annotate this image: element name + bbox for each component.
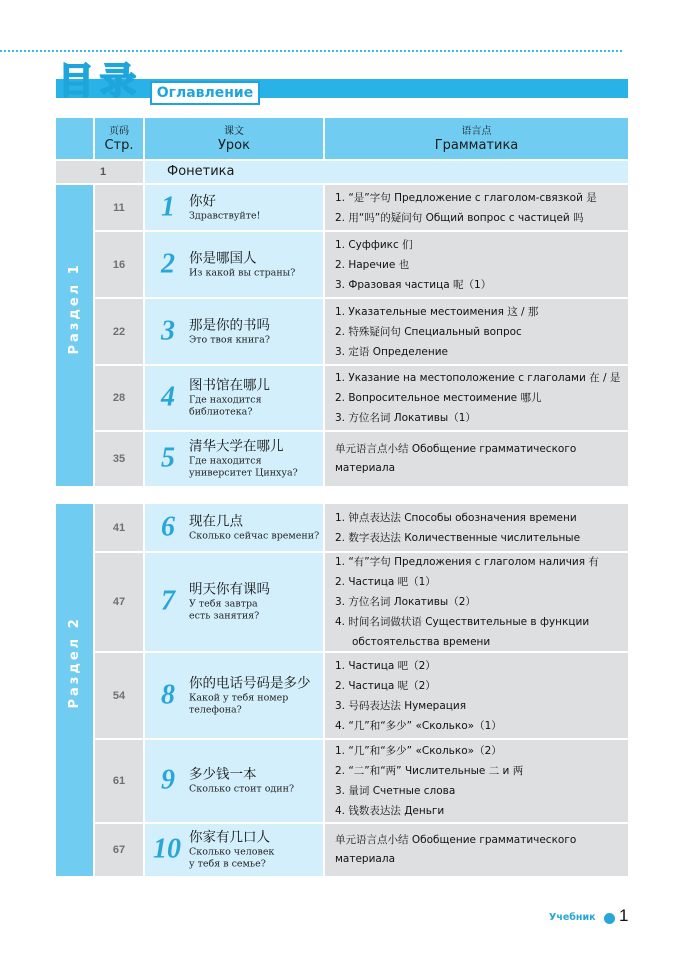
- lesson-row: [56, 553, 628, 651]
- lesson-text: [189, 193, 260, 222]
- lesson-row: [56, 504, 628, 551]
- lesson-title-cell: [145, 299, 323, 364]
- lesson-number: 1: [161, 190, 175, 222]
- lesson-row: [56, 185, 628, 230]
- lesson-title-cell: [145, 504, 323, 551]
- grammar-item: обстоятельства времени: [352, 636, 491, 648]
- grammar-item: 2. Частица 吧（1）: [335, 576, 436, 588]
- grammar-cell: [325, 824, 628, 876]
- grammar-list: [335, 508, 622, 548]
- grammar-cell: [325, 366, 628, 430]
- page-number: 1: [619, 906, 629, 925]
- lesson-title-ru: Из какой вы страны?: [189, 267, 296, 278]
- lesson-title-ru: Это твоя книга?: [189, 334, 270, 345]
- lesson-title-cell: [145, 824, 323, 876]
- phonetics-row: [56, 161, 628, 183]
- lesson-number: 4: [161, 381, 175, 413]
- grammar-cell: [325, 740, 628, 822]
- lesson-page: 28: [95, 366, 143, 430]
- lesson-title-zh: 你家有几口人: [189, 829, 270, 846]
- lesson-number: 6: [161, 510, 175, 542]
- lesson-title-zh: 清华大学在哪儿: [189, 438, 284, 455]
- grammar-list: [335, 552, 622, 652]
- grammar-item: 1. “有”字句 Предложения с глаголом наличия 有: [335, 556, 599, 568]
- dotted-divider: [0, 50, 622, 52]
- lesson-text: [189, 582, 270, 623]
- lesson-page: 61: [95, 740, 143, 822]
- lesson-title-ru: Сколько человек: [189, 846, 275, 858]
- lesson-row: [56, 824, 628, 876]
- section-2-label: Раздел 2: [67, 616, 82, 709]
- lesson-title-cell: [145, 653, 323, 738]
- lesson-title-ru: есть занятия?: [189, 610, 260, 622]
- lesson-title-zh: 你好: [189, 193, 216, 209]
- lesson-number: 8: [161, 678, 175, 710]
- grammar-item: 1. Суффикс 们: [335, 238, 413, 251]
- lesson-text: [189, 439, 298, 480]
- grammar-item: 3. 方位名词 Локативы（2）: [335, 596, 476, 608]
- header-lesson-zh: 课文: [224, 125, 244, 137]
- header-grammar-ru: Грамматика: [434, 137, 519, 153]
- grammar-item: 1. Указание на местоположение с глаголами 在 / 是: [335, 372, 621, 384]
- header-page-zh: 页码: [109, 125, 129, 137]
- lesson-number: 9: [161, 764, 175, 796]
- grammar-item: 2. “二”和“两” Числительные 二 и 两: [335, 765, 524, 777]
- page-subtitle: Оглавление: [150, 81, 260, 105]
- grammar-item: 2. 特殊疑问句 Специальный вопрос: [335, 325, 522, 338]
- lesson-number: 7: [161, 585, 175, 617]
- grammar-item: 单元语言点小结 Обобщение грамматического материала: [335, 834, 577, 865]
- lesson-title-ru: Где находится: [189, 394, 262, 406]
- grammar-item: 3. 方位名词 Локативы（1）: [335, 412, 476, 424]
- lesson-title-ru: Где находится: [189, 455, 262, 467]
- lesson-title-zh: 你的电话号码是多少: [189, 675, 311, 691]
- grammar-item: 单元语言点小结 Обобщение грамматического материала: [335, 443, 577, 474]
- phonetics-page: 1: [56, 161, 143, 183]
- grammar-item: 1. Указательные местоимения 这 / 那: [335, 305, 539, 318]
- grammar-cell: [325, 299, 628, 364]
- lesson-page: 22: [95, 299, 143, 364]
- grammar-item: 2. Вопросительное местоимение 哪儿: [335, 392, 542, 404]
- grammar-item: 2. Наречие 也: [335, 258, 410, 271]
- lesson-title-zh: 图书馆在哪儿: [189, 377, 270, 394]
- grammar-item: 3. 号码表达法 Нумерация: [335, 699, 467, 712]
- lesson-title-zh: 那是你的书吗: [189, 317, 270, 333]
- grammar-cell: [325, 653, 628, 738]
- grammar-item: 4. 钱数表达法 Деньги: [335, 805, 445, 817]
- header-page: [95, 118, 143, 159]
- lesson-text: [189, 378, 270, 419]
- grammar-list: [335, 741, 622, 821]
- header-grammar: [325, 118, 628, 159]
- lesson-title-zh: 你是哪国人: [189, 250, 257, 266]
- lesson-title-ru: у тебя в семье?: [189, 858, 266, 870]
- header-page-ru: Стр.: [104, 137, 134, 153]
- lesson-page: 11: [95, 185, 143, 230]
- lesson-title-ru: Какой у тебя номер: [189, 692, 289, 703]
- lesson-row: [56, 740, 628, 822]
- lesson-title-cell: [145, 232, 323, 297]
- grammar-list: [335, 831, 622, 869]
- footer-dot: [604, 913, 615, 924]
- grammar-item: 1. “几”和“多少” «Сколько»（2）: [335, 745, 502, 757]
- grammar-cell: [325, 185, 628, 230]
- lesson-row: [56, 232, 628, 297]
- grammar-item: 2. 数字表达法 Количественные числительные: [335, 531, 581, 544]
- lesson-title-cell: [145, 366, 323, 430]
- grammar-item: 2. Частица 呢（2）: [335, 679, 436, 692]
- lesson-title-zh: 现在几点: [189, 513, 243, 529]
- lesson-title-ru: У тебя завтра: [189, 598, 258, 610]
- lesson-title-ru: библиотека?: [189, 406, 253, 418]
- lesson-text: [189, 250, 295, 279]
- header-grammar-zh: 语言点: [461, 125, 492, 137]
- table-header: [56, 118, 628, 159]
- header-lesson-ru: Урок: [218, 137, 250, 153]
- phonetics-label: Фонетика: [145, 161, 628, 183]
- lesson-title-cell: [145, 740, 323, 822]
- lesson-text: [189, 675, 311, 716]
- lesson-title-ru: телефона?: [189, 704, 242, 715]
- footer-label: Учебник: [549, 912, 596, 923]
- lesson-text: [189, 317, 270, 346]
- lesson-page: 47: [95, 553, 143, 651]
- lesson-title-zh: 明天你有课吗: [189, 581, 270, 598]
- lesson-title-cell: [145, 185, 323, 230]
- lesson-page: 41: [95, 504, 143, 551]
- grammar-list: [335, 235, 622, 295]
- page-title: 目录: [58, 61, 143, 102]
- lesson-title-ru: университет Цинхуа?: [189, 467, 298, 479]
- grammar-cell: [325, 504, 628, 551]
- lesson-title-ru: Сколько сейчас времени?: [189, 530, 320, 541]
- lesson-title-ru: Здравствуйте!: [189, 210, 261, 221]
- lesson-number: 5: [161, 442, 175, 474]
- grammar-item: 2. 用“吗”的疑问句 Общий вопрос с частицей 吗: [335, 211, 584, 224]
- lesson-title-zh: 多少钱一本: [189, 766, 257, 783]
- lesson-number: 2: [161, 247, 175, 279]
- grammar-list: [335, 302, 622, 362]
- lesson-title-ru: Сколько стоит один?: [189, 783, 295, 795]
- lesson-page: 16: [95, 232, 143, 297]
- grammar-item: 3. 量词 Счетные слова: [335, 785, 456, 797]
- lesson-number: 3: [161, 314, 175, 346]
- grammar-item: 1. “是”字句 Предложение с глаголом-связкой 是: [335, 191, 597, 204]
- grammar-item: 4. 时间名词做状语 Существительные в функции: [335, 616, 590, 628]
- lesson-row: [56, 366, 628, 430]
- grammar-cell: [325, 553, 628, 651]
- lesson-page: 54: [95, 653, 143, 738]
- lesson-text: [189, 767, 294, 796]
- lesson-page: 35: [95, 432, 143, 486]
- grammar-list: [335, 368, 622, 428]
- lesson-title-cell: [145, 553, 323, 651]
- lesson-row: [56, 432, 628, 486]
- lesson-text: [189, 513, 319, 542]
- grammar-list: [335, 188, 622, 228]
- lesson-number: 10: [153, 833, 181, 865]
- grammar-item: 3. Фразовая частица 呢（1）: [335, 278, 492, 291]
- grammar-cell: [325, 232, 628, 297]
- grammar-item: 1. 钟点表达法 Способы обозначения времени: [335, 511, 577, 524]
- header-section-cell: [56, 118, 93, 159]
- grammar-item: 1. Частица 吧（2）: [335, 659, 436, 672]
- lesson-page: 67: [95, 824, 143, 876]
- section-1-label: Раздел 1: [67, 261, 82, 354]
- grammar-list: [335, 656, 622, 736]
- lesson-text: [189, 830, 274, 871]
- header-lesson: [145, 118, 323, 159]
- grammar-item: 4. “几”和“多少” «Сколько»（1）: [335, 719, 502, 732]
- grammar-cell: [325, 432, 628, 486]
- lesson-title-cell: [145, 432, 323, 486]
- grammar-list: [335, 440, 622, 478]
- grammar-item: 3. 定语 Определение: [335, 345, 448, 358]
